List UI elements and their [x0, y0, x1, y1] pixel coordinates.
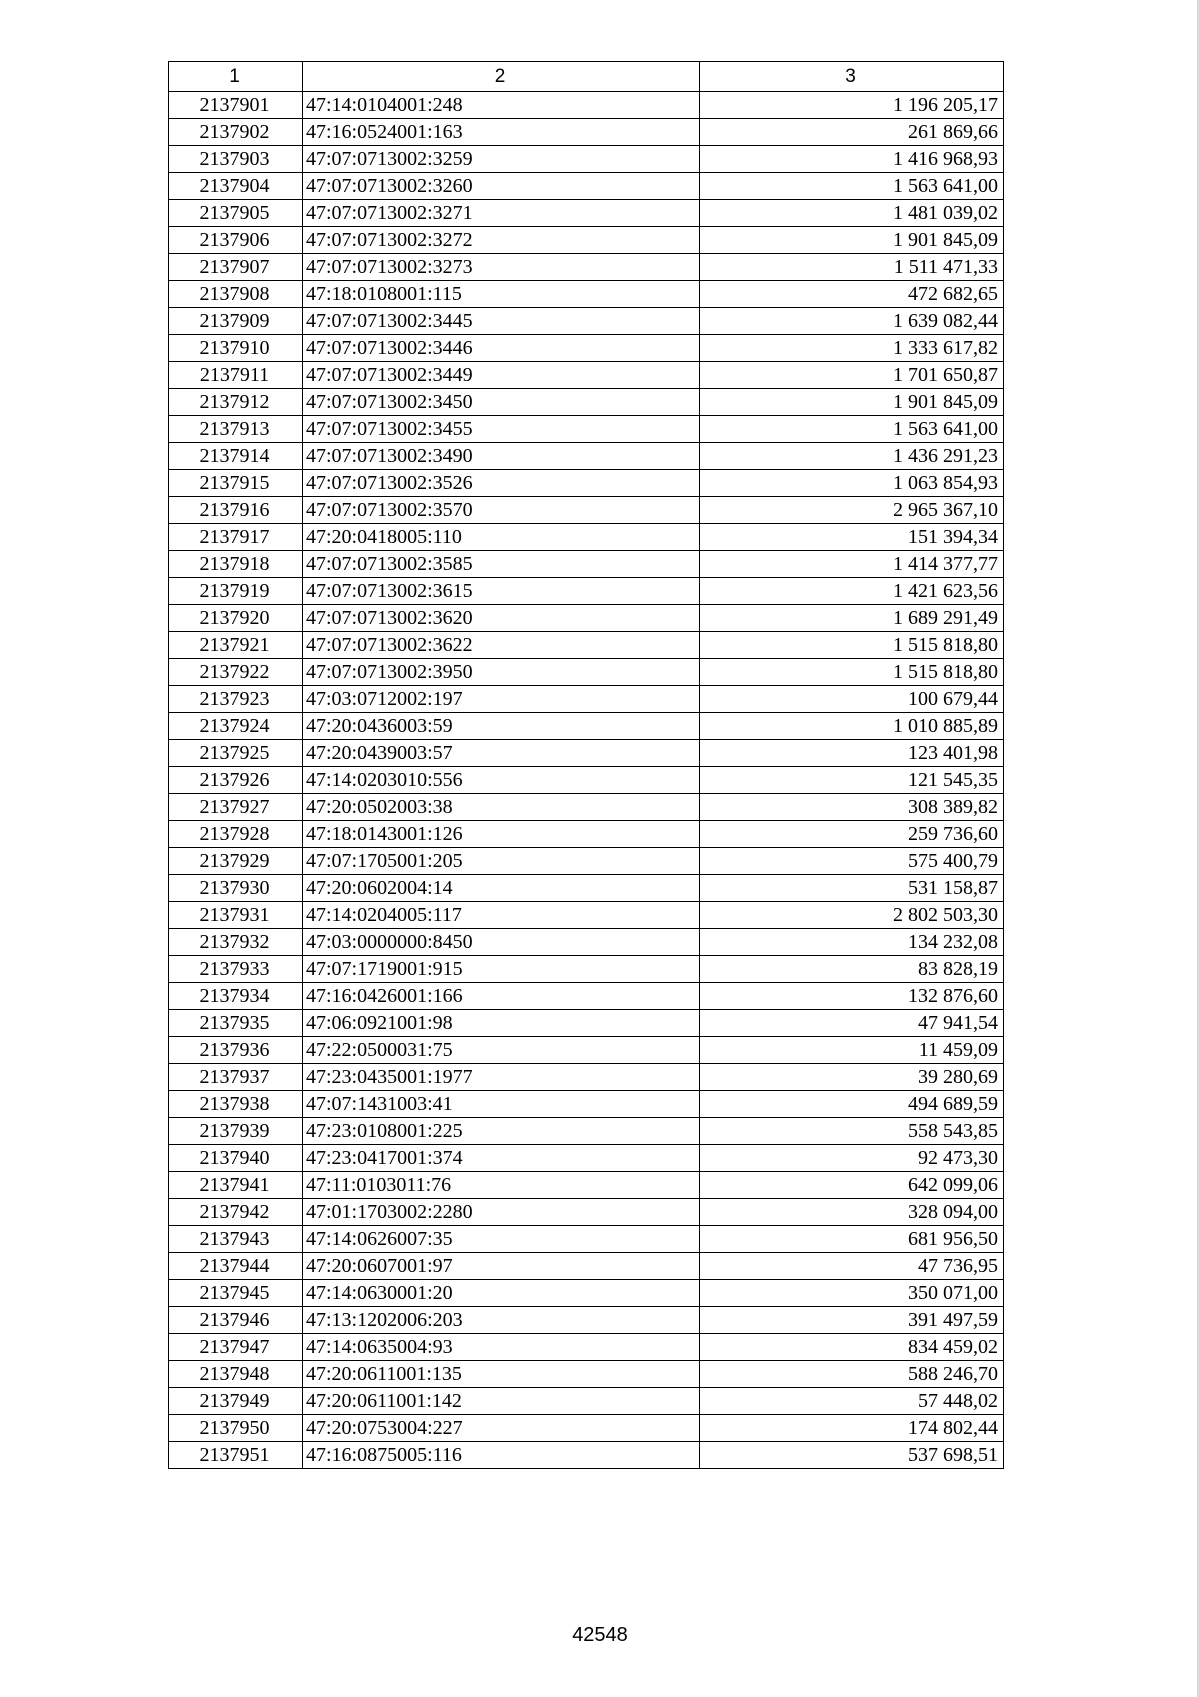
table-row [169, 119, 1004, 146]
cadastral-value-cell: 11 459,09 [700, 1037, 1004, 1064]
cadastral-value-table [168, 61, 1004, 1469]
cadastral-number-cell: 47:07:0713002:3272 [303, 227, 700, 254]
row-number-cell: 2137914 [169, 443, 303, 470]
cadastral-number-cell: 47:13:1202006:203 [303, 1307, 700, 1334]
table-row [169, 713, 1004, 740]
cadastral-number-cell: 47:23:0417001:374 [303, 1145, 700, 1172]
row-number-cell: 2137901 [169, 92, 303, 119]
cadastral-number-cell: 47:03:0712002:197 [303, 686, 700, 713]
row-number-cell: 2137908 [169, 281, 303, 308]
row-number-cell: 2137938 [169, 1091, 303, 1118]
table-row [169, 335, 1004, 362]
table-row [169, 1199, 1004, 1226]
row-number-cell: 2137944 [169, 1253, 303, 1280]
cadastral-number-cell: 47:07:0713002:3450 [303, 389, 700, 416]
table-row [169, 1145, 1004, 1172]
cadastral-value-cell: 1 063 854,93 [700, 470, 1004, 497]
table-row [169, 794, 1004, 821]
row-number-cell: 2137915 [169, 470, 303, 497]
cadastral-number-cell: 47:20:0602004:14 [303, 875, 700, 902]
table-row [169, 524, 1004, 551]
row-number-cell: 2137917 [169, 524, 303, 551]
row-number-cell: 2137932 [169, 929, 303, 956]
table-row [169, 1226, 1004, 1253]
cadastral-value-cell: 558 543,85 [700, 1118, 1004, 1145]
cadastral-value-cell: 1 416 968,93 [700, 146, 1004, 173]
cadastral-value-cell: 494 689,59 [700, 1091, 1004, 1118]
cadastral-value-cell: 1 421 623,56 [700, 578, 1004, 605]
row-number-cell: 2137909 [169, 308, 303, 335]
cadastral-number-cell: 47:20:0502003:38 [303, 794, 700, 821]
cadastral-value-cell: 1 511 471,33 [700, 254, 1004, 281]
cadastral-value-cell: 472 682,65 [700, 281, 1004, 308]
column-header-1: 1 [169, 62, 303, 92]
cadastral-value-cell: 47 941,54 [700, 1010, 1004, 1037]
row-number-cell: 2137936 [169, 1037, 303, 1064]
cadastral-value-cell: 1 010 885,89 [700, 713, 1004, 740]
table-row [169, 173, 1004, 200]
table-row [169, 1388, 1004, 1415]
cadastral-value-cell: 121 545,35 [700, 767, 1004, 794]
cadastral-number-cell: 47:22:0500031:75 [303, 1037, 700, 1064]
cadastral-value-cell: 1 639 082,44 [700, 308, 1004, 335]
cadastral-value-cell: 350 071,00 [700, 1280, 1004, 1307]
row-number-cell: 2137939 [169, 1118, 303, 1145]
cadastral-value-cell: 57 448,02 [700, 1388, 1004, 1415]
cadastral-number-cell: 47:07:1431003:41 [303, 1091, 700, 1118]
cadastral-value-cell: 834 459,02 [700, 1334, 1004, 1361]
cadastral-number-cell: 47:11:0103011:76 [303, 1172, 700, 1199]
row-number-cell: 2137951 [169, 1442, 303, 1469]
table-row [169, 416, 1004, 443]
row-number-cell: 2137912 [169, 389, 303, 416]
cadastral-number-cell: 47:07:0713002:3950 [303, 659, 700, 686]
table-row [169, 767, 1004, 794]
cadastral-value-cell: 1 481 039,02 [700, 200, 1004, 227]
row-number-cell: 2137918 [169, 551, 303, 578]
row-number-cell: 2137907 [169, 254, 303, 281]
cadastral-value-cell: 1 563 641,00 [700, 173, 1004, 200]
cadastral-number-cell: 47:20:0436003:59 [303, 713, 700, 740]
table-row [169, 92, 1004, 119]
cadastral-value-cell: 259 736,60 [700, 821, 1004, 848]
cadastral-value-cell: 100 679,44 [700, 686, 1004, 713]
cadastral-value-cell: 537 698,51 [700, 1442, 1004, 1469]
table-row [169, 902, 1004, 929]
table-row [169, 956, 1004, 983]
row-number-cell: 2137905 [169, 200, 303, 227]
table-row [169, 578, 1004, 605]
cadastral-number-cell: 47:18:0108001:115 [303, 281, 700, 308]
cadastral-number-cell: 47:14:0204005:117 [303, 902, 700, 929]
row-number-cell: 2137916 [169, 497, 303, 524]
table-row [169, 605, 1004, 632]
cadastral-number-cell: 47:07:1719001:915 [303, 956, 700, 983]
cadastral-number-cell: 47:07:0713002:3260 [303, 173, 700, 200]
table-row [169, 1442, 1004, 1469]
row-number-cell: 2137911 [169, 362, 303, 389]
table-row [169, 1037, 1004, 1064]
table-row [169, 1091, 1004, 1118]
row-number-cell: 2137927 [169, 794, 303, 821]
table-row [169, 470, 1004, 497]
cadastral-value-cell: 1 436 291,23 [700, 443, 1004, 470]
cadastral-number-cell: 47:03:0000000:8450 [303, 929, 700, 956]
row-number-cell: 2137920 [169, 605, 303, 632]
cadastral-value-cell: 308 389,82 [700, 794, 1004, 821]
table-row [169, 200, 1004, 227]
cadastral-number-cell: 47:07:0713002:3455 [303, 416, 700, 443]
cadastral-number-cell: 47:20:0607001:97 [303, 1253, 700, 1280]
cadastral-value-cell: 1 414 377,77 [700, 551, 1004, 578]
cadastral-number-cell: 47:07:0713002:3622 [303, 632, 700, 659]
cadastral-value-cell: 47 736,95 [700, 1253, 1004, 1280]
row-number-cell: 2137926 [169, 767, 303, 794]
table-row [169, 740, 1004, 767]
table-row [169, 1010, 1004, 1037]
cadastral-value-cell: 1 515 818,80 [700, 632, 1004, 659]
cadastral-value-cell: 132 876,60 [700, 983, 1004, 1010]
table-row [169, 875, 1004, 902]
cadastral-value-cell: 681 956,50 [700, 1226, 1004, 1253]
cadastral-value-cell: 1 689 291,49 [700, 605, 1004, 632]
row-number-cell: 2137950 [169, 1415, 303, 1442]
cadastral-number-cell: 47:20:0753004:227 [303, 1415, 700, 1442]
cadastral-number-cell: 47:16:0875005:116 [303, 1442, 700, 1469]
cadastral-value-cell: 575 400,79 [700, 848, 1004, 875]
row-number-cell: 2137904 [169, 173, 303, 200]
table-row [169, 227, 1004, 254]
cadastral-number-cell: 47:07:0713002:3490 [303, 443, 700, 470]
table-row [169, 821, 1004, 848]
table-row [169, 254, 1004, 281]
row-number-cell: 2137945 [169, 1280, 303, 1307]
cadastral-value-cell: 83 828,19 [700, 956, 1004, 983]
cadastral-value-cell: 261 869,66 [700, 119, 1004, 146]
row-number-cell: 2137910 [169, 335, 303, 362]
cadastral-value-cell: 174 802,44 [700, 1415, 1004, 1442]
cadastral-number-cell: 47:20:0611001:142 [303, 1388, 700, 1415]
table-row [169, 1064, 1004, 1091]
row-number-cell: 2137906 [169, 227, 303, 254]
cadastral-number-cell: 47:18:0143001:126 [303, 821, 700, 848]
cadastral-value-cell: 2 965 367,10 [700, 497, 1004, 524]
cadastral-number-cell: 47:07:0713002:3620 [303, 605, 700, 632]
cadastral-value-cell: 134 232,08 [700, 929, 1004, 956]
cadastral-number-cell: 47:07:0713002:3446 [303, 335, 700, 362]
table-row [169, 929, 1004, 956]
table-row [169, 497, 1004, 524]
cadastral-number-cell: 47:23:0435001:1977 [303, 1064, 700, 1091]
table-row [169, 686, 1004, 713]
cadastral-number-cell: 47:07:0713002:3445 [303, 308, 700, 335]
table-row [169, 362, 1004, 389]
row-number-cell: 2137928 [169, 821, 303, 848]
table-row [169, 1415, 1004, 1442]
cadastral-number-cell: 47:14:0626007:35 [303, 1226, 700, 1253]
cadastral-value-cell: 1 333 617,82 [700, 335, 1004, 362]
table-row [169, 551, 1004, 578]
header-row [169, 62, 1004, 92]
cadastral-number-cell: 47:01:1703002:2280 [303, 1199, 700, 1226]
table-row [169, 659, 1004, 686]
column-header-3: 3 [700, 62, 1004, 92]
cadastral-value-cell: 531 158,87 [700, 875, 1004, 902]
cadastral-value-cell: 1 515 818,80 [700, 659, 1004, 686]
table-row [169, 389, 1004, 416]
table-row [169, 146, 1004, 173]
page-number: 42548 [572, 1624, 628, 1646]
cadastral-number-cell: 47:07:0713002:3615 [303, 578, 700, 605]
table-row [169, 443, 1004, 470]
row-number-cell: 2137948 [169, 1361, 303, 1388]
table-row [169, 1334, 1004, 1361]
cadastral-number-cell: 47:07:0713002:3273 [303, 254, 700, 281]
cadastral-value-cell: 92 473,30 [700, 1145, 1004, 1172]
table-row [169, 1118, 1004, 1145]
row-number-cell: 2137930 [169, 875, 303, 902]
cadastral-number-cell: 47:20:0418005:110 [303, 524, 700, 551]
cadastral-value-cell: 642 099,06 [700, 1172, 1004, 1199]
table-row [169, 308, 1004, 335]
cadastral-number-cell: 47:14:0104001:248 [303, 92, 700, 119]
table-row [169, 1253, 1004, 1280]
cadastral-value-cell: 328 094,00 [700, 1199, 1004, 1226]
cadastral-number-cell: 47:07:0713002:3259 [303, 146, 700, 173]
cadastral-number-cell: 47:14:0630001:20 [303, 1280, 700, 1307]
cadastral-number-cell: 47:07:0713002:3570 [303, 497, 700, 524]
row-number-cell: 2137924 [169, 713, 303, 740]
cadastral-value-cell: 123 401,98 [700, 740, 1004, 767]
row-number-cell: 2137935 [169, 1010, 303, 1037]
cadastral-number-cell: 47:14:0635004:93 [303, 1334, 700, 1361]
row-number-cell: 2137933 [169, 956, 303, 983]
row-number-cell: 2137941 [169, 1172, 303, 1199]
table-row [169, 281, 1004, 308]
cadastral-value-cell: 1 701 650,87 [700, 362, 1004, 389]
table-row [169, 632, 1004, 659]
row-number-cell: 2137902 [169, 119, 303, 146]
cadastral-number-cell: 47:07:0713002:3449 [303, 362, 700, 389]
row-number-cell: 2137922 [169, 659, 303, 686]
row-number-cell: 2137937 [169, 1064, 303, 1091]
column-header-2: 2 [303, 62, 700, 92]
table-row [169, 1172, 1004, 1199]
row-number-cell: 2137919 [169, 578, 303, 605]
cadastral-number-cell: 47:07:0713002:3526 [303, 470, 700, 497]
cadastral-value-cell: 151 394,34 [700, 524, 1004, 551]
cadastral-value-cell: 588 246,70 [700, 1361, 1004, 1388]
row-number-cell: 2137923 [169, 686, 303, 713]
cadastral-value-cell: 1 901 845,09 [700, 227, 1004, 254]
row-number-cell: 2137946 [169, 1307, 303, 1334]
cadastral-number-cell: 47:20:0611001:135 [303, 1361, 700, 1388]
cadastral-value-cell: 2 802 503,30 [700, 902, 1004, 929]
cadastral-number-cell: 47:16:0426001:166 [303, 983, 700, 1010]
row-number-cell: 2137903 [169, 146, 303, 173]
cadastral-number-cell: 47:23:0108001:225 [303, 1118, 700, 1145]
table-body [169, 92, 1004, 1469]
table-row [169, 1307, 1004, 1334]
cadastral-number-cell: 47:20:0439003:57 [303, 740, 700, 767]
row-number-cell: 2137931 [169, 902, 303, 929]
table-row [169, 1280, 1004, 1307]
cadastral-number-cell: 47:16:0524001:163 [303, 119, 700, 146]
cadastral-value-cell: 1 901 845,09 [700, 389, 1004, 416]
row-number-cell: 2137942 [169, 1199, 303, 1226]
table-header [169, 62, 1004, 92]
row-number-cell: 2137949 [169, 1388, 303, 1415]
row-number-cell: 2137947 [169, 1334, 303, 1361]
cadastral-value-cell: 1 196 205,17 [700, 92, 1004, 119]
row-number-cell: 2137940 [169, 1145, 303, 1172]
cadastral-value-cell: 39 280,69 [700, 1064, 1004, 1091]
row-number-cell: 2137943 [169, 1226, 303, 1253]
cadastral-number-cell: 47:14:0203010:556 [303, 767, 700, 794]
table-row [169, 983, 1004, 1010]
row-number-cell: 2137925 [169, 740, 303, 767]
row-number-cell: 2137913 [169, 416, 303, 443]
cadastral-number-cell: 47:07:1705001:205 [303, 848, 700, 875]
row-number-cell: 2137921 [169, 632, 303, 659]
row-number-cell: 2137929 [169, 848, 303, 875]
table-row [169, 1361, 1004, 1388]
cadastral-value-cell: 391 497,59 [700, 1307, 1004, 1334]
cadastral-number-cell: 47:07:0713002:3271 [303, 200, 700, 227]
cadastral-number-cell: 47:07:0713002:3585 [303, 551, 700, 578]
cadastral-value-cell: 1 563 641,00 [700, 416, 1004, 443]
row-number-cell: 2137934 [169, 983, 303, 1010]
cadastral-number-cell: 47:06:0921001:98 [303, 1010, 700, 1037]
table-row [169, 848, 1004, 875]
